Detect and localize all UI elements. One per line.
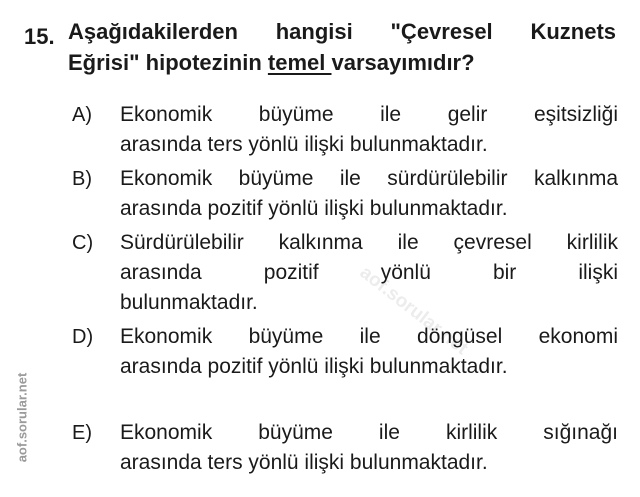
question-stem-text: varsayımıdır? — [331, 50, 475, 75]
question-stem-line-2 — [68, 47, 616, 78]
option-text-line: bulunmaktadır. — [120, 291, 258, 314]
option-text-line: Ekonomik büyüme ile döngüsel ekonomi — [120, 325, 618, 348]
option-text-line: arasında pozitif yönlü ilişki bulunmaktadır. — [120, 355, 508, 378]
option-letter: B) — [72, 168, 92, 190]
option-text-line: arasında ters yönlü ilişki bulunmaktadır. — [120, 451, 488, 474]
emphasized-word: temel — [267, 50, 332, 75]
option-text — [120, 418, 618, 478]
option-text — [120, 322, 618, 382]
option-letter: A) — [72, 104, 92, 126]
option-text-line: Ekonomik büyüme ile kirlilik sığınağı — [120, 421, 618, 444]
option-letter: C) — [72, 232, 94, 254]
option-text-line: arasında ters yönlü ilişki bulunmaktadır. — [120, 133, 488, 156]
question-stem-line-1: Aşağıdakilerden hangisi "Çevresel Kuznets — [68, 19, 616, 44]
option-letter: E) — [72, 422, 92, 444]
question-stem-text: Eğrisi" hipotezinin — [68, 50, 268, 75]
option-text — [120, 100, 618, 160]
watermark-diagonal: aof.sorular.net — [355, 262, 472, 360]
option-text-line: arasında pozitif yönlü bir ilişki — [120, 261, 618, 284]
option-text-line: arasında pozitif yönlü ilişki bulunmaktadır. — [120, 197, 508, 220]
option-text-line: Ekonomik büyüme ile gelir eşitsizliği — [120, 103, 618, 126]
option-text-line: Ekonomik büyüme ile sürdürülebilir kalkınma — [120, 167, 618, 190]
watermark-side: aof.sorular.net — [14, 372, 30, 463]
question-stem — [68, 16, 616, 78]
option-letter: D) — [72, 326, 94, 348]
option-text — [120, 164, 618, 224]
option-text-line: Sürdürülebilir kalkınma ile çevresel kirlilik — [120, 231, 618, 254]
question-number: 15. — [24, 24, 55, 49]
